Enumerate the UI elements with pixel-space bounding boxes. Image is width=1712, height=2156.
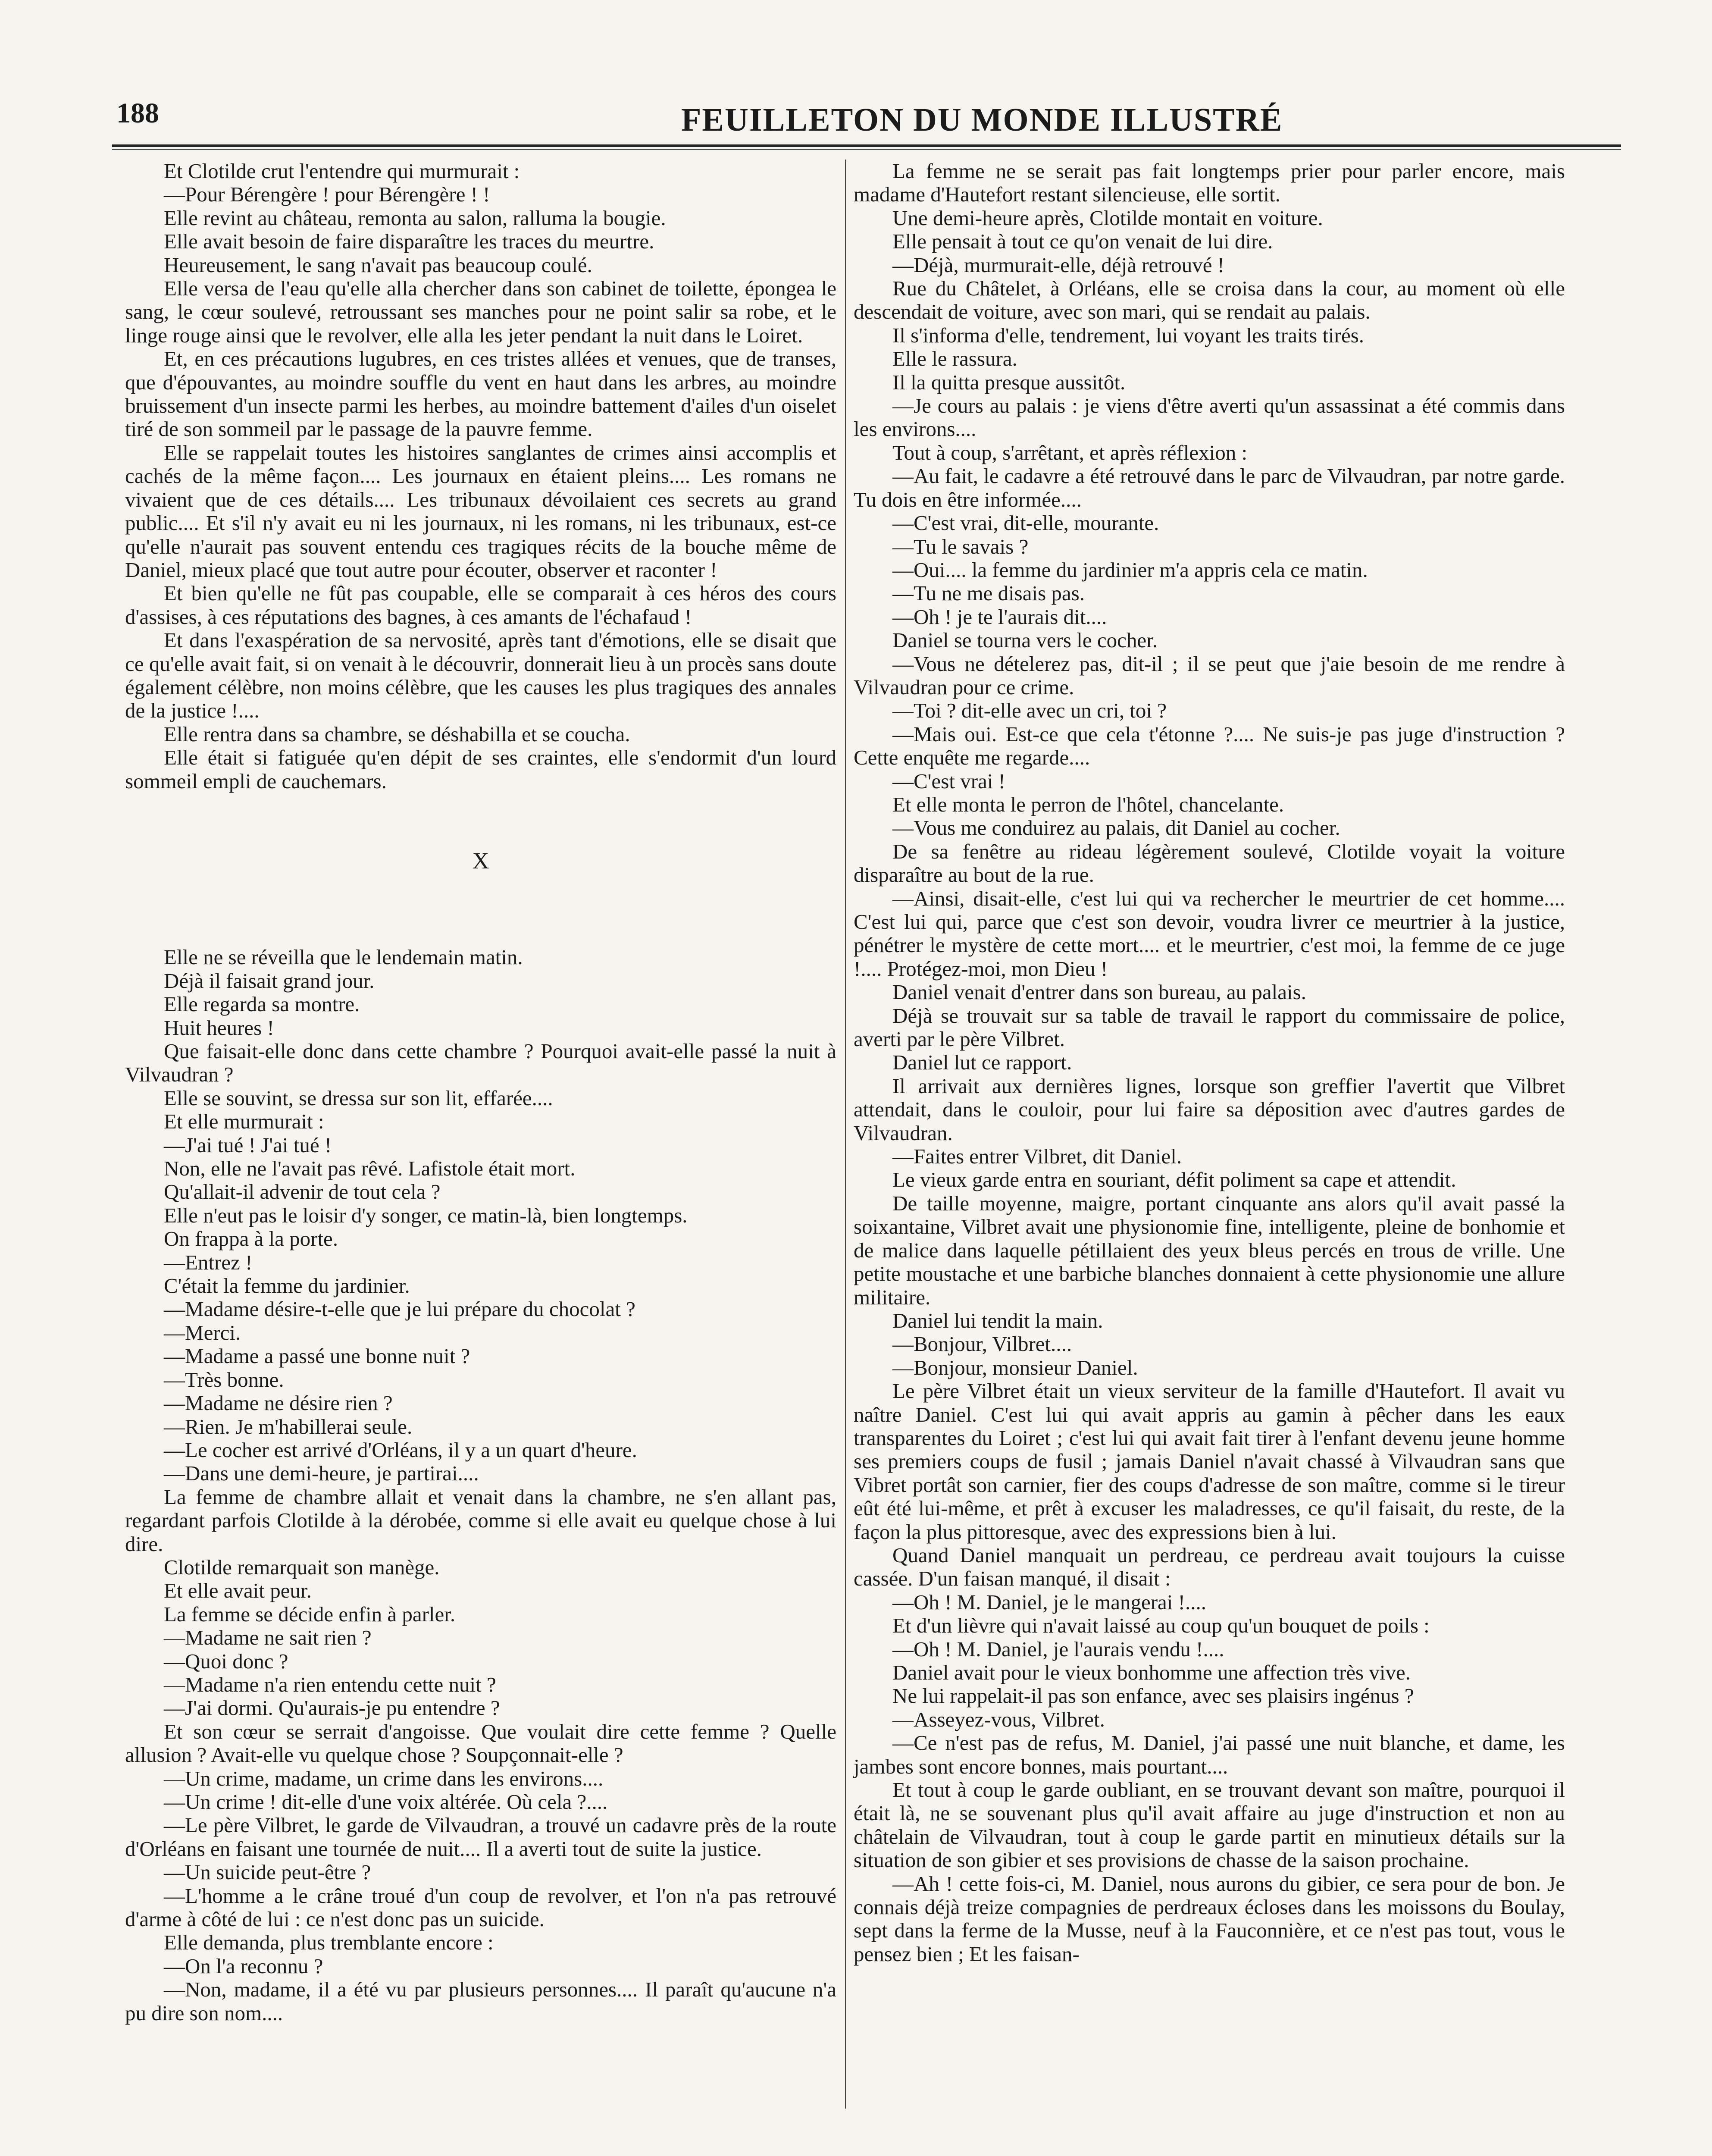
paragraph: —Madame désire-t-elle que je lui prépare du chocolat ? — [164, 1297, 635, 1321]
paragraph: —Oh ! je te l'aurais dit.... — [892, 605, 1107, 629]
paragraph: Que faisait-elle donc dans cette chambre ? Pourquoi avait-elle passé la nuit à Vilvaudran ? — [125, 1039, 836, 1087]
header-rule-thin — [112, 149, 1621, 150]
paragraph: Déjà il faisait grand jour. — [164, 968, 375, 993]
paragraph: Huit heures ! — [164, 1015, 274, 1040]
paragraph: Et tout à coup le garde oubliant, en se trouvant devant son maître, pourquoi il était là, ne se souvenant plus qu'il avait affaire au juge d'instruction et non au châtelain de Vilvaudran, tout à coup le garde partit en minutieux détails sur la situation de son gibier et ses provisions de chasse de la saison prochaine. — [854, 1778, 1565, 1872]
paragraph: —Vous ne dételerez pas, dit-il ; il se peut que j'aie besoin de me rendre à Vilvaudran pour ce crime. — [854, 652, 1565, 699]
paragraph: —Le cocher est arrivé d'Orléans, il y a un quart d'heure. — [164, 1438, 637, 1462]
paragraph: —Faites entrer Vilbret, dit Daniel. — [892, 1144, 1182, 1169]
paragraph: —Bonjour, monsieur Daniel. — [892, 1355, 1138, 1379]
paragraph: Daniel se tourna vers le cocher. — [892, 628, 1158, 652]
paragraph: —Vous me conduirez au palais, dit Daniel au cocher. — [892, 816, 1340, 840]
paragraph: —Madame ne sait rien ? — [164, 1626, 372, 1650]
paragraph: Et d'un lièvre qui n'avait laissé au coup qu'un bouquet de poils : — [892, 1614, 1430, 1638]
paragraph: La femme ne se serait pas fait longtemps prier pour parler encore, mais madame d'Hautefort restant silencieuse, elle sortit. — [854, 159, 1565, 207]
paragraph: Ne lui rappelait-il pas son enfance, avec ses plaisirs ingénus ? — [892, 1684, 1414, 1708]
paragraph: La femme de chambre allait et venait dans la chambre, ne s'en allant pas, regardant parfois Clotilde à la dérobée, comme si elle avait eu quelque chose à lui dire. — [125, 1485, 836, 1556]
paragraph: —Je cours au palais : je viens d'être averti qu'un assassinat a été commis dans les environs.... — [854, 394, 1565, 441]
paragraph: Elle n'eut pas le loisir d'y songer, ce matin-là, bien longtemps. — [164, 1203, 688, 1227]
paragraph: —Un crime, madame, un crime dans les environs.... — [164, 1766, 604, 1790]
paragraph: Daniel lui tendit la main. — [892, 1308, 1103, 1332]
paragraph: De taille moyenne, maigre, portant cinquante ans alors qu'il avait passé la soixantaine, Vilbret avait une physionomie fine, intelligente, pleine de bonhomie et de malice dans laquelle pétillaient des yeux bleus percés en trous de vrille. Une petite moustache et une barbiche blanches donnaient à cette physionomie une allure militaire. — [854, 1191, 1565, 1309]
paragraph: Et Clotilde crut l'entendre qui murmurait : — [164, 159, 520, 183]
paragraph: Daniel avait pour le vieux bonhomme une affection très vive. — [892, 1661, 1411, 1684]
paragraph: Il arrivait aux dernières lignes, lorsque son greffier l'avertit que Vilbret attendait, dans le couloir, pour lui faire sa déposition avec d'autres gardes de Vilvaudran. — [854, 1074, 1565, 1145]
paragraph: —Ce n'est pas de refus, M. Daniel, j'ai passé une nuit blanche, et dame, les jambes sont encore bonnes, mais pourtant.... — [854, 1731, 1565, 1778]
header-rule — [112, 144, 1621, 147]
right-column — [854, 160, 1565, 1966]
paragraph: —Au fait, le cadavre a été retrouvé dans le parc de Vilvaudran, par notre garde. Tu dois en être informée.... — [854, 464, 1565, 511]
paragraph: Et dans l'exaspération de sa nervosité, après tant d'émotions, elle se disait que ce qu'elle avait fait, si on venait à le découvrir, donnerait lieu à un procès sans doute également célèbre, non moins célèbre, que les causes les plus tragiques des annales de la justice !.... — [125, 628, 836, 723]
paragraph: Et elle monta le perron de l'hôtel, chancelante. — [892, 792, 1284, 816]
paragraph: Le père Vilbret était un vieux serviteur de la famille d'Hautefort. Il avait vu naître Daniel. C'est lui qui avait appris au gamin à pêcher dans les eaux transparentes du Loiret ; c'est lui qui avait fait tirer à l'enfant devenu jeune homme ses premiers coups de fusil ; jamais Daniel n'avait chassé à Vilvaudran sans que Vibret portât son carnier, fier des coups d'adresse de son maître, comme si le tireur eût été lui-même, et prêt à excuser les maladresses, ce qu'il faisait, du reste, de la façon la plus pittoresque, avec des expressions bien à lui. — [854, 1379, 1565, 1544]
paragraph: —Tu ne me disais pas. — [892, 581, 1085, 605]
paragraph: —Madame a passé une bonne nuit ? — [164, 1344, 470, 1368]
paragraph: Tout à coup, s'arrêtant, et après réflexion : — [892, 440, 1248, 464]
paragraph: Elle versa de l'eau qu'elle alla chercher dans son cabinet de toilette, épongea le sang, le cœur soulevé, retroussant ses manches pour ne point salir sa robe, et le linge rouge ainsi que le revolver, elle alla les jeter pendant la nuit dans le Loiret. — [125, 276, 836, 347]
paragraph: —Asseyez-vous, Vilbret. — [892, 1707, 1105, 1731]
paragraph: —Mais oui. Est-ce que cela t'étonne ?.... Ne suis-je pas juge d'instruction ? Cette enquête me regarde.... — [854, 722, 1565, 770]
paragraph: —Le père Vilbret, le garde de Vilvaudran, a trouvé un cadavre près de la route d'Orléans en faisant une tournée de nuit.... Il a averti tout de suite la justice. — [125, 1813, 836, 1861]
paragraph: —Déjà, murmurait-elle, déjà retrouvé ! — [892, 253, 1225, 277]
paragraph: —Oui.... la femme du jardinier m'a appris cela ce matin. — [892, 558, 1368, 582]
paragraph: —L'homme a le crâne troué d'un coup de revolver, et l'on n'a pas retrouvé d'arme à côté de lui : ce n'est donc pas un suicide. — [125, 1883, 836, 1931]
paragraph: Elle était si fatiguée qu'en dépit de ses craintes, elle s'endormit d'un lourd sommeil empli de cauchemars. — [125, 746, 836, 793]
paragraph: Et, en ces précautions lugubres, en ces tristes allées et venues, que de transes, que d'épouvantes, au moindre souffle du vent en haut dans les arbres, au moindre bruissement d'un insecte parmi les herbes, au moindre battement d'ailes d'un oiselet tiré de son sommeil par le passage de la pauvre femme. — [125, 347, 836, 441]
paragraph: —Toi ? dit-elle avec un cri, toi ? — [892, 699, 1167, 723]
paragraph: —Un suicide peut-être ? — [164, 1860, 371, 1884]
paragraph: Non, elle ne l'avait pas rêvé. Lafistole était mort. — [164, 1156, 576, 1181]
paragraph: Heureusement, le sang n'avait pas beaucoup coulé. — [164, 253, 592, 277]
paragraph: —Non, madame, il a été vu par plusieurs personnes.... Il paraît qu'aucune n'a pu dire son nom.... — [125, 1977, 836, 2025]
paragraph: Une demi-heure après, Clotilde montait en voiture. — [892, 206, 1323, 230]
paragraph: On frappa à la porte. — [164, 1227, 338, 1251]
paragraph: Qu'allait-il advenir de tout cela ? — [164, 1180, 441, 1204]
paragraph: Et son cœur se serrait d'angoisse. Que voulait dire cette femme ? Quelle allusion ? Avait-elle vu quelque chose ? Soupçonnait-elle ? — [125, 1719, 836, 1767]
paragraph: Et bien qu'elle ne fût pas coupable, elle se comparait à ces héros des cours d'assises, à ces réputations des bagnes, à ces amants de l'échafaud ! — [125, 581, 836, 629]
paragraph: Il s'informa d'elle, tendrement, lui voyant les traits tirés. — [892, 323, 1365, 347]
paragraph: Et elle avait peur. — [164, 1579, 312, 1603]
paragraph: —On l'a reconnu ? — [164, 1954, 323, 1978]
paragraph: Rue du Châtelet, à Orléans, elle se croisa dans la cour, au moment où elle descendait de voiture, avec son mari, qui se rendait au palais. — [854, 276, 1565, 324]
paragraph: Elle avait besoin de faire disparaître les traces du meurtre. — [164, 229, 654, 254]
paragraph: —Pour Bérengère ! pour Bérengère ! ! — [164, 182, 490, 207]
paragraph: —Bonjour, Vilbret.... — [892, 1332, 1072, 1356]
paragraph: —Oh ! M. Daniel, je le mangerai !.... — [892, 1590, 1206, 1614]
paragraph: —C'est vrai ! — [892, 769, 1005, 793]
paragraph: —Ah ! cette fois-ci, M. Daniel, nous aurons du gibier, ce sera pour de bon. Je connais déjà treize compagnies de perdreaux écloses dans les moissons du Boulay, sept dans la ferme de la Musse, neuf à la Fauconnière, et ce n'est pas tout, vous le pensez bien ; Et les faisan- — [854, 1871, 1565, 1966]
paragraph: —C'est vrai, dit-elle, mourante. — [892, 511, 1159, 535]
column-separator — [845, 160, 846, 2109]
paragraph: Daniel lut ce rapport. — [892, 1050, 1072, 1075]
paragraph: —Merci. — [164, 1320, 241, 1344]
paragraph: Elle ne se réveilla que le lendemain matin. — [164, 945, 523, 969]
paragraph: De sa fenêtre au rideau légèrement soulevé, Clotilde voyait la voiture disparaître au bout de la rue. — [854, 839, 1565, 887]
paragraph: Daniel venait d'entrer dans son bureau, au palais. — [892, 980, 1306, 1004]
paragraph: Déjà se trouvait sur sa table de travail le rapport du commissaire de police, averti par le père Vilbret. — [854, 1003, 1565, 1051]
paragraph: —Un crime ! dit-elle d'une voix altérée. Où cela ?.... — [164, 1790, 608, 1814]
paragraph: —Quoi donc ? — [164, 1649, 288, 1673]
paragraph: Elle regarda sa montre. — [164, 992, 360, 1016]
paragraph: —J'ai tué ! J'ai tué ! — [164, 1133, 332, 1157]
paragraph: Elle revint au château, remonta au salon, ralluma la bougie. — [164, 206, 666, 230]
paragraph: —J'ai dormi. Qu'aurais-je pu entendre ? — [164, 1696, 500, 1720]
paragraph: Elle se souvint, se dressa sur son lit, effarée.... — [164, 1086, 553, 1110]
paragraph: —Dans une demi-heure, je partirai.... — [164, 1461, 479, 1485]
paragraph: Le vieux garde entra en souriant, défit poliment sa cape et attendit. — [892, 1168, 1456, 1192]
paragraph: —Oh ! M. Daniel, je l'aurais vendu !.... — [892, 1637, 1224, 1661]
paragraph: —Madame ne désire rien ? — [164, 1391, 393, 1415]
paragraph: Elle rentra dans sa chambre, se déshabilla et se coucha. — [164, 722, 630, 746]
paragraph: —Entrez ! — [164, 1250, 253, 1274]
page-number: 188 — [116, 97, 159, 129]
paragraph: —Tu le savais ? — [892, 534, 1029, 558]
paragraph: Elle demanda, plus tremblante encore : — [164, 1930, 494, 1955]
paragraph: —Rien. Je m'habillerai seule. — [164, 1414, 413, 1438]
left-column — [125, 160, 836, 2025]
page-header — [112, 88, 1621, 149]
paragraph: —Très bonne. — [164, 1367, 284, 1391]
paragraph: Et elle murmurait : — [164, 1109, 324, 1134]
paragraph: Elle se rappelait toutes les histoires sanglantes de crimes ainsi accomplis et cachés de la même façon.... Les journaux en étaient pleins.... Les romans ne vivaient que de ces détails.... Les tribunaux dévoilaient ces secrets au grand public.... Et s'il n'y avait eu ni les journaux, ni les romans, ni les tribunaux, est-ce qu'elle n'aurait pas souvent entendu ces tragiques récits de la bouche même de Daniel, mieux placé que tout autre pour écouter, observer et raconter ! — [125, 440, 836, 582]
paragraph: —Ainsi, disait-elle, c'est lui qui va rechercher le meurtrier de cet homme.... C'est lui qui, parce que c'est son devoir, voudra livrer ce meurtrier à la justice, pénétrer le mystère de cette mort.... et le meurtrier, c'est moi, la femme de ce juge !.... Protégez-moi, mon Dieu ! — [854, 886, 1565, 981]
paragraph: Il la quitta presque aussitôt. — [892, 370, 1126, 394]
running-title: FEUILLETON DU MONDE ILLUSTRÉ — [681, 102, 1283, 138]
paragraph: Elle pensait à tout ce qu'on venait de lui dire. — [892, 229, 1273, 254]
paragraph: La femme se décide enfin à parler. — [164, 1602, 456, 1626]
paragraph: Quand Daniel manquait un perdreau, ce perdreau avait toujours la cuisse cassée. D'un faisan manqué, il disait : — [854, 1543, 1565, 1591]
paragraph: Clotilde remarquait son manège. — [164, 1555, 440, 1579]
paragraph: C'était la femme du jardinier. — [164, 1274, 410, 1298]
paragraph: Elle le rassura. — [892, 347, 1017, 371]
chapter-heading: X — [472, 847, 489, 874]
paragraph: —Madame n'a rien entendu cette nuit ? — [164, 1672, 496, 1696]
